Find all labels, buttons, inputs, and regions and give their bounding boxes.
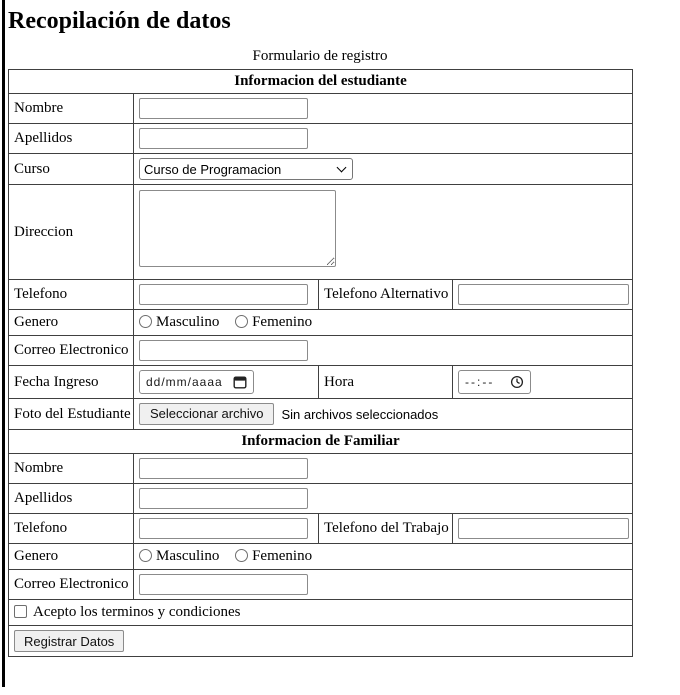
table-row [9,366,633,399]
fecha-ingreso-date-input[interactable] [139,370,254,394]
window-left-edge [2,0,5,687]
table-row [9,600,633,626]
student-nombre-input[interactable] [139,98,308,119]
table-row [9,626,633,657]
family-section-header: Informacion de Familiar [9,430,633,454]
student-telefono-label: Telefono [9,280,134,310]
table-row [9,70,633,94]
family-correo-input[interactable] [139,574,308,595]
student-curso-label: Curso [9,154,134,185]
time-placeholder: --:-- [465,375,495,389]
student-correo-label: Correo Electronico [9,336,134,366]
registration-table [8,69,633,657]
student-section-header: Informacion del estudiante [9,70,633,94]
student-telefono-alt-input[interactable] [458,284,629,305]
family-correo-label: Correo Electronico [9,570,134,600]
form-caption: Formulario de registro [252,48,388,64]
family-masculino-radio[interactable] [139,549,152,562]
student-apellidos-input[interactable] [139,128,308,149]
date-placeholder: dd/mm/aaaa [146,375,223,389]
family-femenino-label: Femenino [252,548,313,564]
table-row [9,570,633,600]
table-row [9,544,633,570]
student-apellidos-label: Apellidos [9,124,134,154]
student-femenino-label: Femenino [252,314,313,330]
table-row [9,454,633,484]
clock-icon[interactable] [510,375,524,389]
chevron-down-icon [337,163,347,173]
curso-select[interactable] [139,158,353,180]
family-nombre-input[interactable] [139,458,308,479]
family-apellidos-input[interactable] [139,488,308,509]
direccion-textarea[interactable] [139,190,336,267]
student-direccion-label: Direccion [9,185,134,280]
family-femenino-radio[interactable] [235,549,248,562]
table-row [9,185,633,280]
table-row [9,430,633,454]
family-masculino-label: Masculino [156,548,220,564]
table-row [9,514,633,544]
table-row [9,336,633,366]
table-row [9,154,633,185]
curso-selected-value: Curso de Programacion [144,161,282,177]
foto-estudiante-label: Foto del Estudiante [9,399,134,430]
student-femenino-radio[interactable] [235,315,248,328]
student-telefono-alt-label: Telefono Alternativo [319,280,453,310]
register-button[interactable]: Registrar Datos [14,630,124,652]
calendar-icon[interactable] [233,375,247,389]
terms-label: Acepto los terminos y condiciones [33,604,241,620]
table-row [9,399,633,430]
table-row [9,310,633,336]
file-select-button[interactable]: Seleccionar archivo [139,403,274,425]
table-row [9,94,633,124]
hora-label: Hora [319,366,453,399]
student-correo-input[interactable] [139,340,308,361]
student-nombre-label: Nombre [9,94,134,124]
page-title: Recopilación de datos [8,8,231,34]
table-row [9,484,633,514]
hora-time-input[interactable] [458,370,531,394]
family-genero-label: Genero [9,544,134,570]
family-telefono-trabajo-input[interactable] [458,518,629,539]
table-row [9,280,633,310]
student-masculino-label: Masculino [156,314,220,330]
table-row [9,124,633,154]
family-nombre-label: Nombre [9,454,134,484]
fecha-ingreso-label: Fecha Ingreso [9,366,134,399]
family-apellidos-label: Apellidos [9,484,134,514]
student-telefono-input[interactable] [139,284,308,305]
file-status-text: Sin archivos seleccionados [281,406,439,422]
student-genero-label: Genero [9,310,134,336]
family-telefono-trabajo-label: Telefono del Trabajo [319,514,453,544]
family-telefono-input[interactable] [139,518,308,539]
family-telefono-label: Telefono [9,514,134,544]
form-page [8,8,632,657]
terms-checkbox[interactable] [14,605,27,618]
student-masculino-radio[interactable] [139,315,152,328]
